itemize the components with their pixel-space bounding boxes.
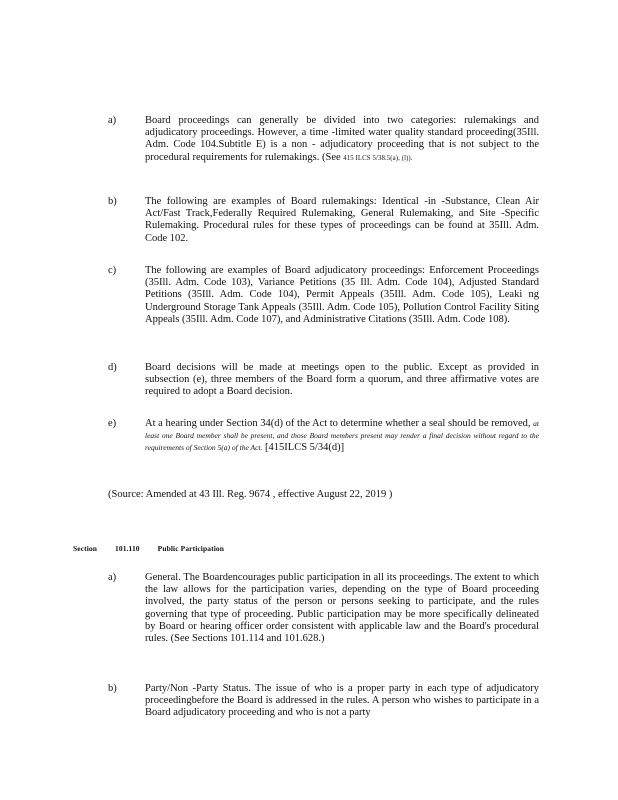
subsection-label: c) xyxy=(108,265,117,276)
subsection-label: a) xyxy=(108,572,117,583)
citation: [415ILCS 5/34(d)] xyxy=(265,442,345,454)
subsection-text: General. The Boardencourages public participation in all its proceedings. The extent to which the law allows for the participation varies, depending on the type of Board proceeding involved, the party status of the person or persons seeking to participate, and the rules governing that type of proceeding. Public participation may be more specifically delineated by Board or hearing officer order consistent with applicable law and the Board's procedural rules. (See Sections 101.114 and 101.628.) xyxy=(145,572,539,645)
heading-section-title: Public Participation xyxy=(157,544,225,553)
heading-section-number: 101.110 xyxy=(115,544,140,553)
heading-section-word: Section xyxy=(73,544,98,553)
subsection-label: e) xyxy=(108,418,117,429)
subsection-text xyxy=(145,115,539,165)
subsection-text: The following are examples of Board adjudicatory proceedings: Enforcement Proceedings (35Ill. Adm. Code 103), Variance Petitions (35 Ill. Adm. Code 104), Adjusted Standard Petitions (35Ill. Adm. Code 104), Permit Appeals (35Ill. Adm. Code 105), Leaki ng Underground Storage Tank Appeals (35Ill. Adm. Code 105), Pollution Control Facility Siting Appeals (35Ill. Adm. Code 107), and Administrative Citations (35Ill. Adm. Code 108). xyxy=(145,265,539,325)
statutory-quote: at least one Board member shall be present, and those Board members present may render a final decision without regard to the requirements of Section 5(a) of the Act. xyxy=(145,419,540,453)
subsection-label: d) xyxy=(108,362,117,373)
subsection-text xyxy=(145,418,539,455)
subsection-e-text: At a hearing under Section 34(d) of the Act to determine whether a seal should be removed, xyxy=(145,418,531,429)
subsection-label: b) xyxy=(108,196,117,207)
source-note: (Source: Amended at 43 Ill. Reg. 9674 , effective August 22, 2019 ) xyxy=(108,489,393,500)
subsection-a-text: Board proceedings can generally be divided into two categories: rulemakings and adjudicatory proceedings. However, a time -limited water quality standard proceeding(35Ill. Adm. Code 104.Subtitle E) is a non - adjudicatory proceeding that is not subject to the procedural requirements for rulemakings. (See xyxy=(145,115,539,163)
subsection-text: The following are examples of Board rulemakings: Identical -in -Substance, Clean Air Act/Fast Track,Federally Required Rulemaking, General Rulemaking, and Site -Specific Rulemaking. Procedural rules for these types of proceedings can be found at 35Ill. Adm. Code 102. xyxy=(145,196,539,244)
subsection-text: Board decisions will be made at meetings open to the public. Except as provided in subsection (e), three members of the Board form a quorum, and three affirmative votes are required to adopt a Board decision. xyxy=(145,362,539,398)
subsection-text: Party/Non -Party Status. The issue of who is a proper party in each type of adjudicatory proceedingbefore the Board is addressed in the rules. A person who wishes to participate in a Board adjudicatory proceeding and who is not a party xyxy=(145,683,539,719)
citation: 415 ILCS 5/38.5(a), (l)). xyxy=(343,154,413,162)
subsection-label: a) xyxy=(108,115,117,126)
section-heading xyxy=(73,544,224,553)
subsection-label: b) xyxy=(108,683,117,694)
